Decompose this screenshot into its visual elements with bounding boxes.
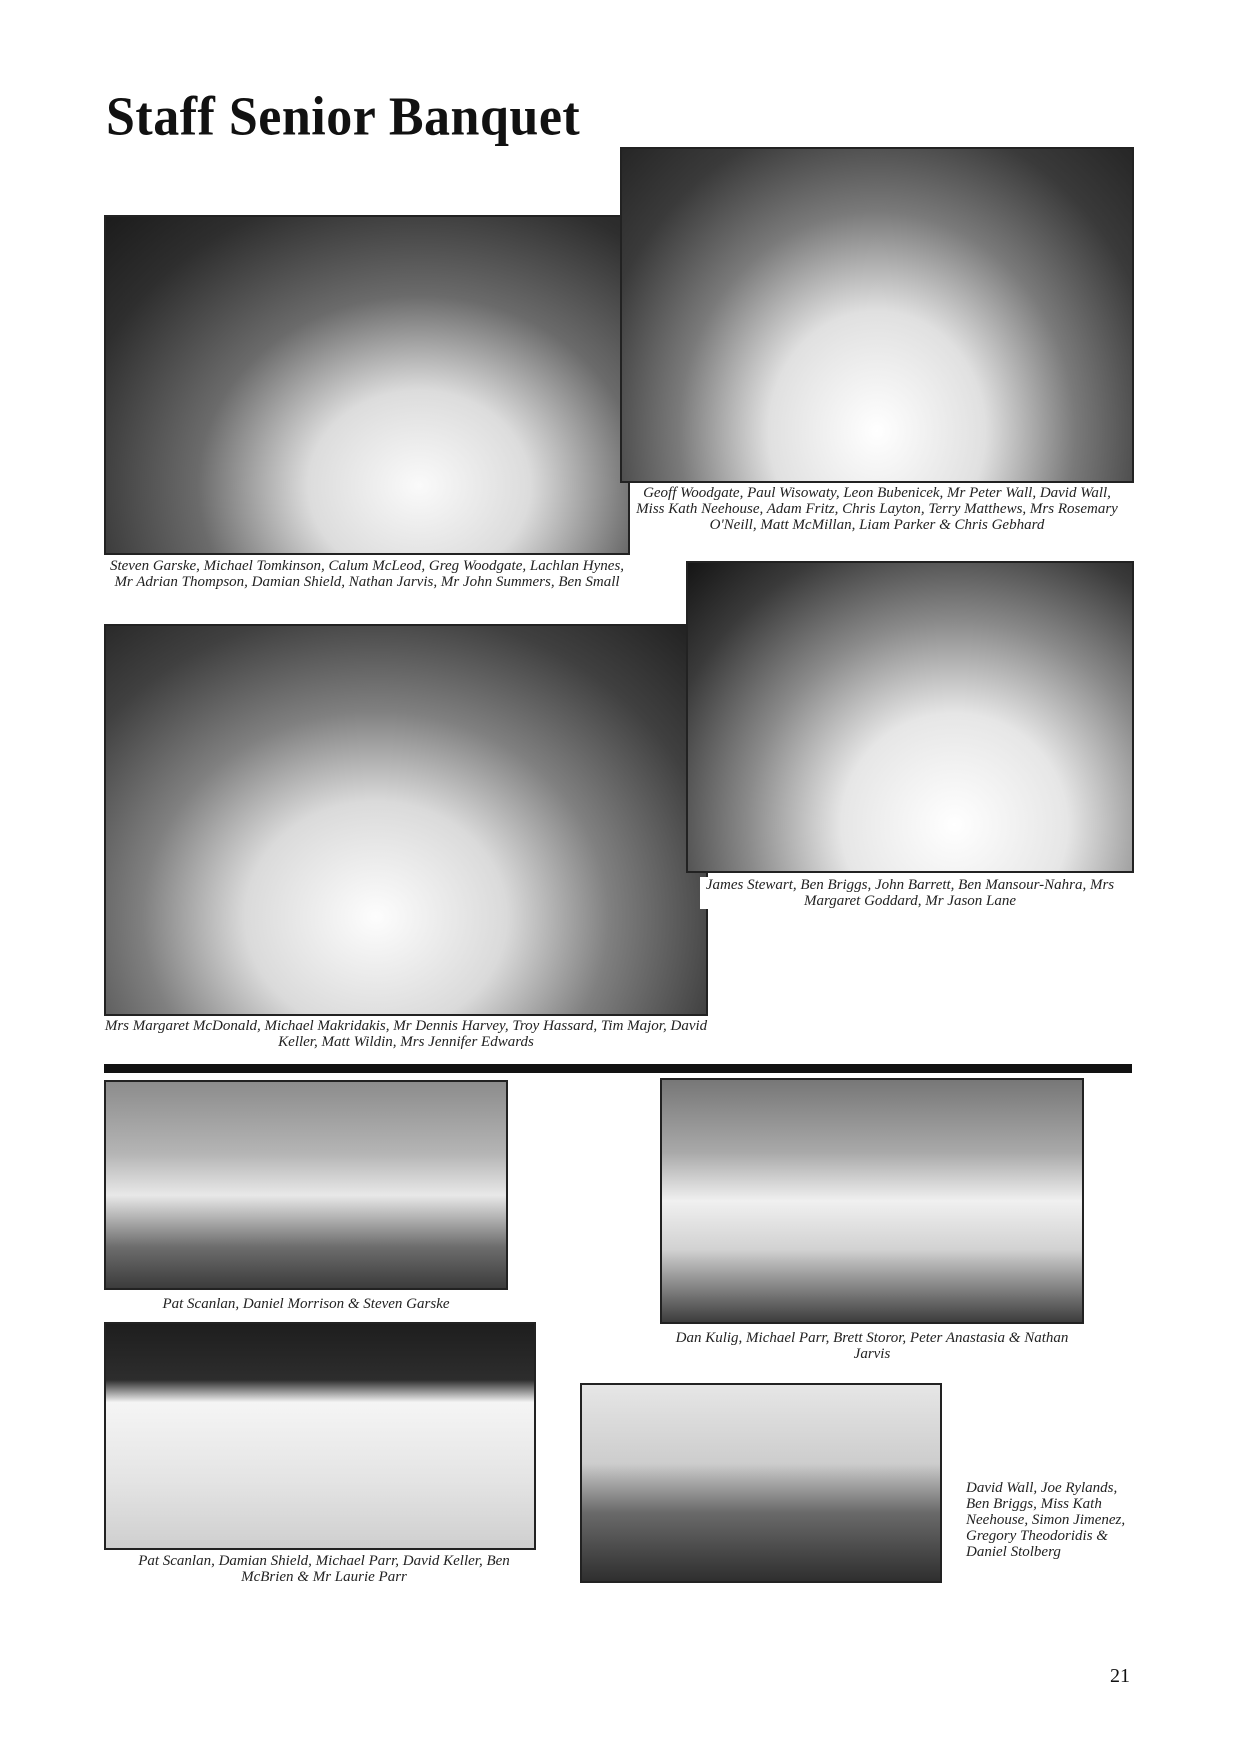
photo-caption-7: Pat Scanlan, Damian Shield, Michael Parr, David Keller, Ben McBrien & Mr Laurie Parr: [138, 1553, 510, 1585]
outdoor-photo-2: [660, 1078, 1084, 1324]
banquet-photo-1: [104, 215, 630, 555]
photo-caption-6: Dan Kulig, Michael Parr, Brett Storor, Peter Anastasia & Nathan Jarvis: [675, 1330, 1069, 1362]
banquet-photo-3: [104, 624, 708, 1016]
page-title: Staff Senior Banquet: [106, 87, 581, 147]
photo-caption-5: Pat Scanlan, Daniel Morrison & Steven Garske: [162, 1296, 450, 1312]
photo-caption-8: David Wall, Joe Rylands, Ben Briggs, Miss Kath Neehouse, Simon Jimenez, Gregory Theodoridis & Daniel Stolberg: [966, 1480, 1126, 1560]
photo-caption-1: Steven Garske, Michael Tomkinson, Calum McLeod, Greg Woodgate, Lachlan Hynes, Mr Adrian Thompson, Damian Shield, Nathan Jarvis, Mr John Summers, Ben Small: [104, 558, 630, 590]
outdoor-photo-1: [104, 1080, 508, 1290]
photo-caption-3: Mrs Margaret McDonald, Michael Makridakis, Mr Dennis Harvey, Troy Hassard, Tim Major, David Keller, Matt Wildin, Mrs Jennifer Edwards: [104, 1018, 708, 1050]
photo-caption-4: James Stewart, Ben Briggs, John Barrett, Ben Mansour-Nahra, Mrs Margaret Goddard, Mr Jason Lane: [700, 877, 1120, 909]
page-number: 21: [1110, 1665, 1130, 1687]
banquet-photo-4: [686, 561, 1134, 873]
study-photo: [580, 1383, 942, 1583]
chefs-photo: [104, 1322, 536, 1550]
banquet-photo-2: [620, 147, 1134, 483]
section-divider: [104, 1064, 1132, 1073]
photo-caption-2: Geoff Woodgate, Paul Wisowaty, Leon Bubenicek, Mr Peter Wall, David Wall, Miss Kath Neehouse, Adam Fritz, Chris Layton, Terry Matthews, Mrs Rosemary O'Neill, Matt McMillan, Liam Parker & Chris Gebhard: [630, 485, 1124, 533]
